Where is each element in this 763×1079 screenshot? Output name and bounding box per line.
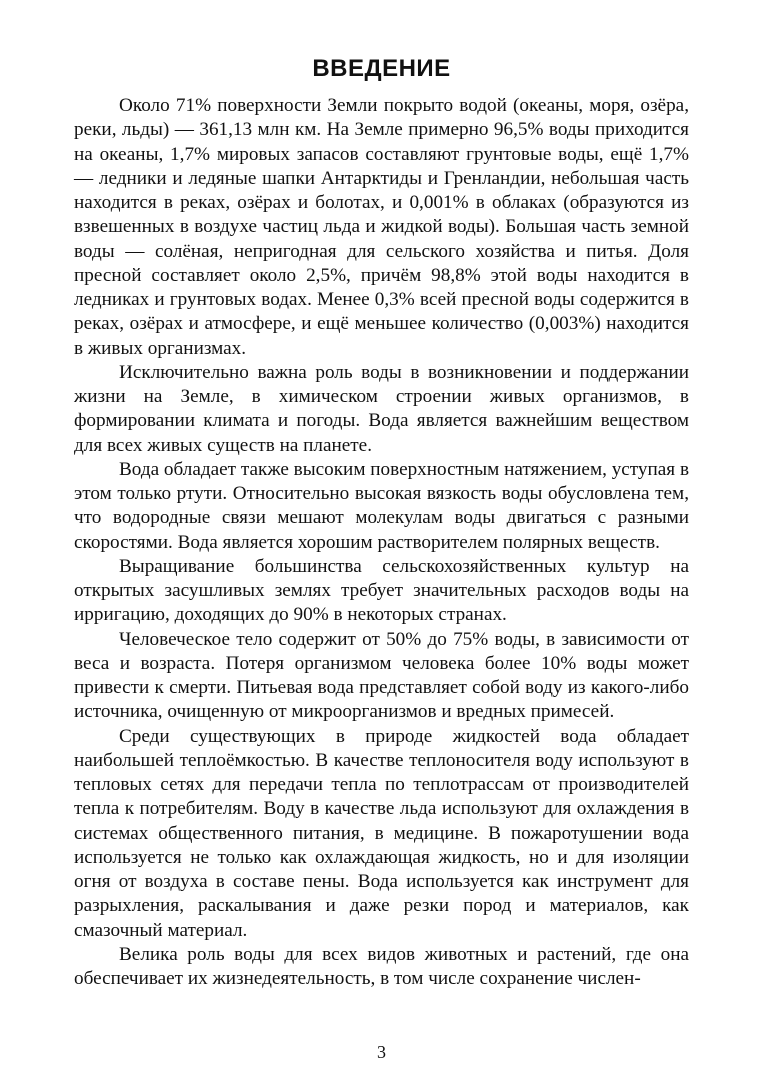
body-text bbox=[74, 94, 689, 991]
paragraph-animals-plants: Велика роль воды для всех видов животных и растений, где она обеспечивает их жизнедеятельность, в том числе сохранение числен- bbox=[74, 943, 689, 989]
paragraph-heat-capacity: Среди существующих в природе жидкостей вода обладает наибольшей теплоёмкостью. В качестве теплоносителя воду используют в тепловых сетях для передачи тепла по теплотрассам от производителей тепла к потребителям. Воду в качестве льда используют для охлаждения в системах общественного питания, в медицине. В пожаротушении вода используется не только как охлаждающая жидкость, но и для изоляции огня от воздуха в составе пены. Вода используется как инструмент для разрыхления, раскалывания и даже резки пород и материалов, как смазочный материал. bbox=[74, 725, 689, 941]
paragraph-water-coverage: Около 71% поверхности Земли покрыто водой (океаны, моря, озёра, реки, льды) — 361,13 млн км. На Земле примерно 96,5% воды приходится на океаны, 1,7% мировых запасов составляют грунтовые воды, ещё 1,7% — ледники и ледяные шапки Антарктиды и Гренландии, небольшая часть находится в реках, озёрах и болотах, и 0,001% в облаках (образуются из взвешенных в воздухе частиц льда и жидкой воды). Большая часть земной воды — солёная, непригодная для сельского хозяйства и питья. Доля пресной составляет около 2,5%, причём 98,8% этой воды находится в ледниках и грунтовых водах. Менее 0,3% всей пресной воды содержится в реках, озёрах и атмосфере, и ещё меньшее количество (0,003%) находится в живых организмах. bbox=[74, 95, 689, 359]
paragraph-human-body: Человеческое тело содержит от 50% до 75% воды, в зависимости от веса и возраста. Потеря организмом человека более 10% воды может привести к смерти. Питьевая вода представляет собой воду из какого-либо источника, очищенную от микроорганизмов и вредных примесей. bbox=[74, 628, 689, 723]
paragraph-irrigation: Выращивание большинства сельскохозяйственных культур на открытых засушливых землях требует значительных расходов воды на ирригацию, доходящих до 90% в некоторых странах. bbox=[74, 555, 689, 626]
page-number: 3 bbox=[377, 1042, 386, 1062]
paragraph-surface-tension: Вода обладает также высоким поверхностным натяжением, уступая в этом только ртути. Относительно высокая вязкость воды обусловлена тем, что водородные связи мешают молекулам воды двигаться с разными скоростями. Вода является хорошим растворителем полярных веществ. bbox=[74, 458, 689, 553]
chapter-title: ВВЕДЕНИЕ bbox=[312, 55, 451, 82]
paragraph-role-of-water: Исключительно важна роль воды в возникновении и поддержании жизни на Земле, в химическом строении живых организмов, в формировании климата и погоды. Вода является важнейшим веществом для всех живых существ на планете. bbox=[74, 361, 689, 456]
